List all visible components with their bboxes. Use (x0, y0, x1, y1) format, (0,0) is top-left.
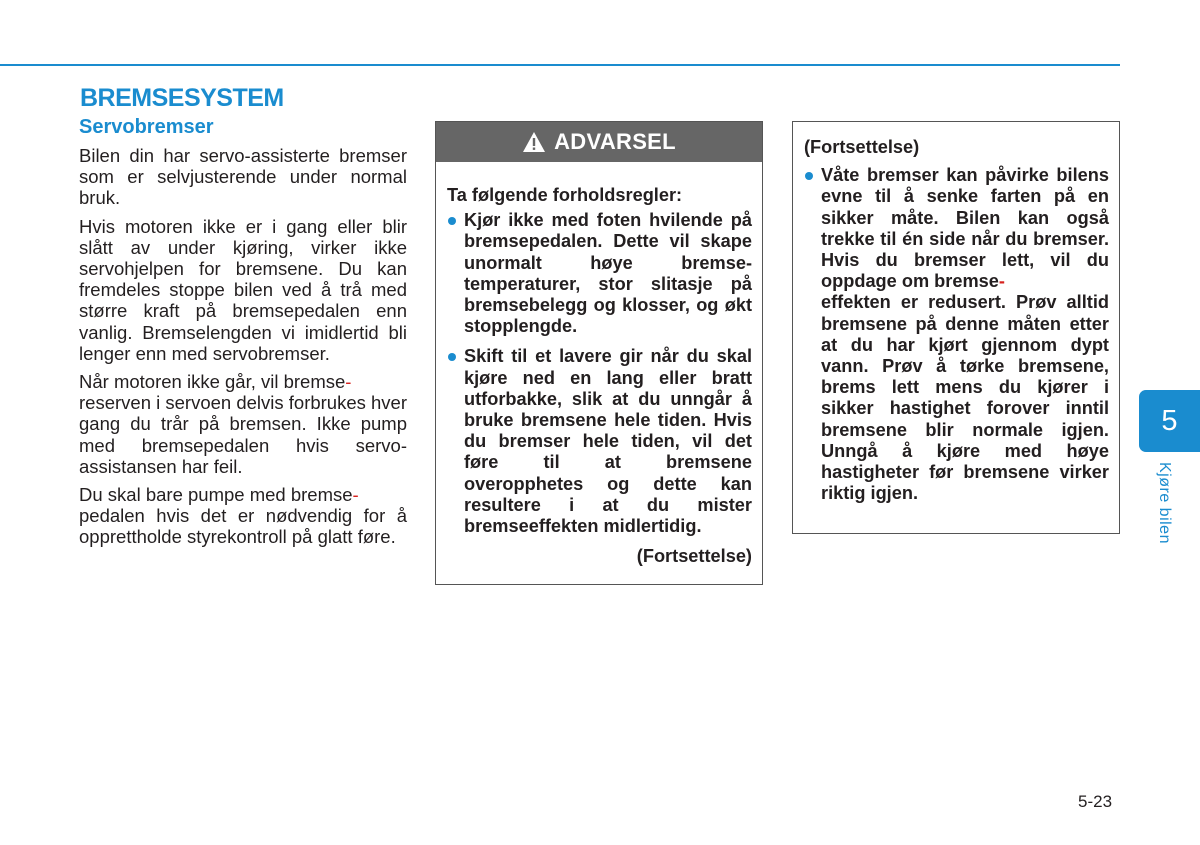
page-number: 5-23 (1078, 792, 1113, 811)
warning-body (436, 162, 762, 567)
paragraph: Bilen din har servo-assisterte bremser som er selvjusterende under normal bruk. (79, 145, 407, 209)
warning-intro: Ta følgende forholdsregler: (447, 185, 683, 205)
intro-column (79, 116, 407, 555)
warning-bullet: Skift til et lavere gir når du skal kjøre ned en lang eller bratt utforbakke, slik at du unngår å bruke bremsene hele tiden. Hvis du bremser hele tiden, vil det føre til at bremsene overopphetes og dette kan resultere i at du mister bremseeffekten midlertidig. (447, 346, 752, 537)
continuation-bullet: Våte bremser kan påvirke bilens evne til å senke farten på en sikker måte. Bilen kan også trekke til én side når du bremser. Hvis du bremser lett, vil du oppdage om bremse- effekten er redusert. Prøv alltid bremsene på denne måten etter at du har kjørt gjennom dypt vann. Prøv å tørke bremsene, brems lett mens du kjører i sikker hastighet forover inntil bremsene blir normale igjen. Unngå å kjøre med høye hastigheter før bremsene virker riktig igjen. (804, 165, 1109, 504)
subsection-title: Servobremser (79, 116, 214, 138)
section-title: BREMSESYSTEM (80, 84, 284, 112)
chapter-tab: 5 (1139, 390, 1200, 452)
bullet-icon (448, 353, 456, 361)
paragraph: Du skal bare pumpe med bremse- pedalen hvis det er nødvendig for å opprettholde styrekontroll på glatt føre. (79, 484, 407, 548)
bullet-icon (448, 217, 456, 225)
warning-title: ADVARSEL (554, 129, 676, 154)
top-divider (0, 64, 1120, 66)
bullet-icon (805, 172, 813, 180)
warning-bullet: Kjør ikke med foten hvilende på bremsepedalen. Dette vil skape unormalt høye bremse- temperaturer, stor slitasje på bremsebelegg og klosser, og økt stopplengde. (447, 210, 752, 337)
continuation-box (792, 121, 1120, 534)
continued-label: (Fortsettelse) (804, 137, 920, 157)
warning-box (435, 121, 763, 585)
chapter-title: Kjøre bilen (1156, 462, 1173, 544)
warning-triangle-icon (522, 131, 546, 153)
paragraph: Når motoren ikke går, vil bremse- reserven i servoen delvis forbrukes hver gang du trår på bremsen. Ikke pump med bremsepedalen hvis servo-assistansen har feil. (79, 371, 408, 477)
paragraph: Hvis motoren ikke er i gang eller blir slått av under kjøring, virker ikke servohjelpen for bremsene. Du kan fremdeles stoppe bilen ved å trå med større kraft på bremsepedalen enn vanlig. Bremselengden vi imidlertid bli lenger enn med servobremser. (79, 215, 407, 364)
continuation-body (793, 122, 1119, 504)
warning-header (436, 122, 762, 162)
continued-note: (Fortsettelse) (636, 546, 752, 567)
